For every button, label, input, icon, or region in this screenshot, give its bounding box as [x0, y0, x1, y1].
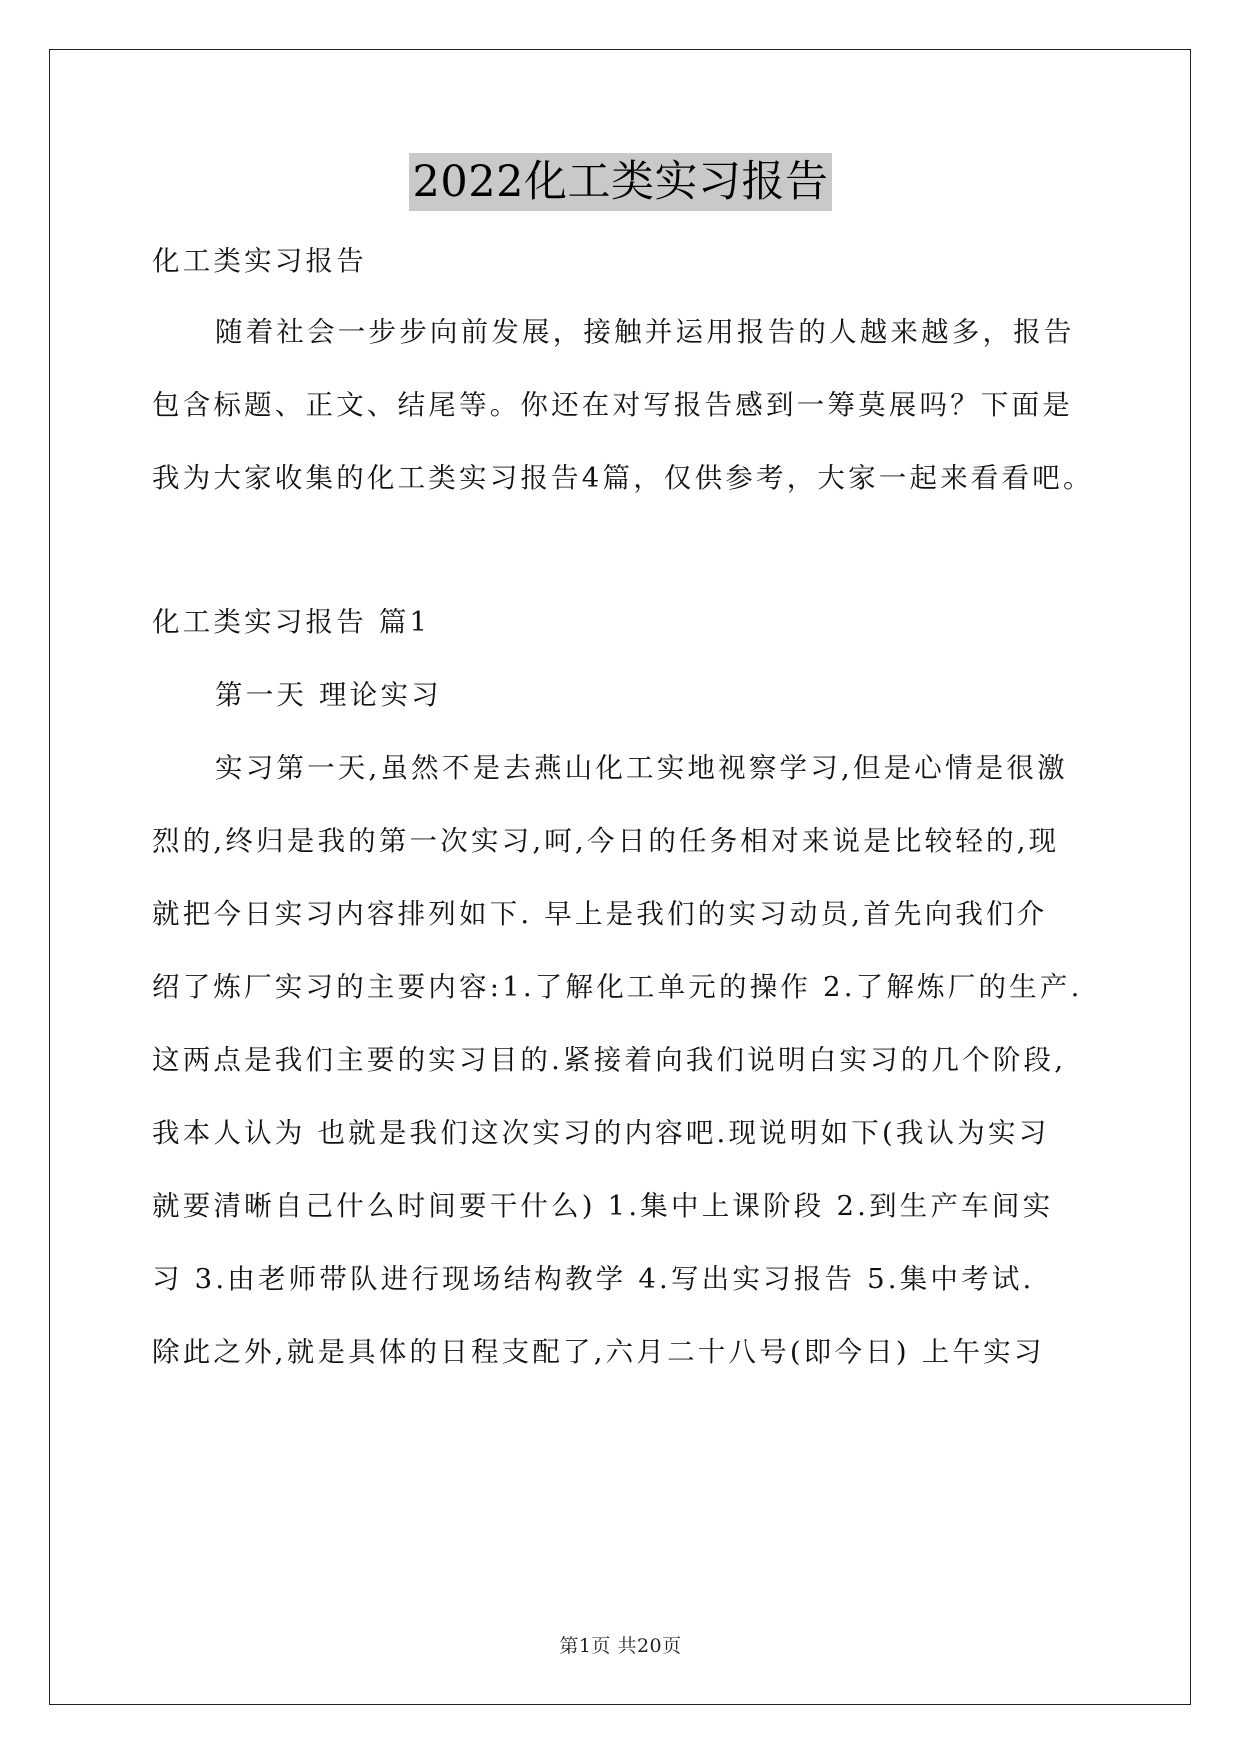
body-paragraph-line: 烈的,终归是我的第一次实习,呵,今日的任务相对来说是比较轻的,现: [152, 825, 1060, 857]
section-subheading: 第一天 理论实习: [215, 679, 442, 711]
body-paragraph-line: 我本人认为 也就是我们这次实习的内容吧.现说明如下(我认为实习: [152, 1117, 1050, 1149]
page-number-footer: 第1页 共20页: [559, 1635, 682, 1657]
title-container: [0, 153, 1241, 211]
body-paragraph-line: 就要清晰自己什么时间要干什么) 1.集中上课阶段 2.到生产车间实: [152, 1190, 1054, 1222]
body-paragraph-line: 习 3.由老师带队进行现场结构教学 4.写出实习报告 5.集中考试.: [152, 1263, 1035, 1295]
body-paragraph-line: 这两点是我们主要的实习目的.紧接着向我们说明白实习的几个阶段,: [152, 1044, 1067, 1076]
body-paragraph-line: 实习第一天,虽然不是去燕山化工实地视察学习,但是心情是很激: [215, 752, 1068, 784]
intro-paragraph-line: 我为大家收集的化工类实习报告4篇，仅供参考，大家一起来看看吧。: [152, 462, 1094, 494]
section-heading: 化工类实习报告 篇1: [152, 606, 431, 638]
intro-paragraph-line: 随着社会一步步向前发展，接触并运用报告的人越来越多，报告: [215, 316, 1075, 348]
body-paragraph-line: 除此之外,就是具体的日程支配了,六月二十八号(即今日) 上午实习: [152, 1336, 1045, 1368]
document-subtitle: 化工类实习报告: [152, 245, 367, 277]
intro-paragraph-line: 包含标题、正文、结尾等。你还在对写报告感到一筹莫展吗？下面是: [152, 389, 1073, 421]
body-paragraph-line: 就把今日实习内容排列如下. 早上是我们的实习动员,首先向我们介: [152, 898, 1048, 930]
body-paragraph-line: 绍了炼厂实习的主要内容:1.了解化工单元的操作 2.了解炼厂的生产.: [152, 971, 1083, 1003]
document-title: 2022化工类实习报告: [409, 153, 833, 211]
page-border: [49, 49, 1191, 1705]
